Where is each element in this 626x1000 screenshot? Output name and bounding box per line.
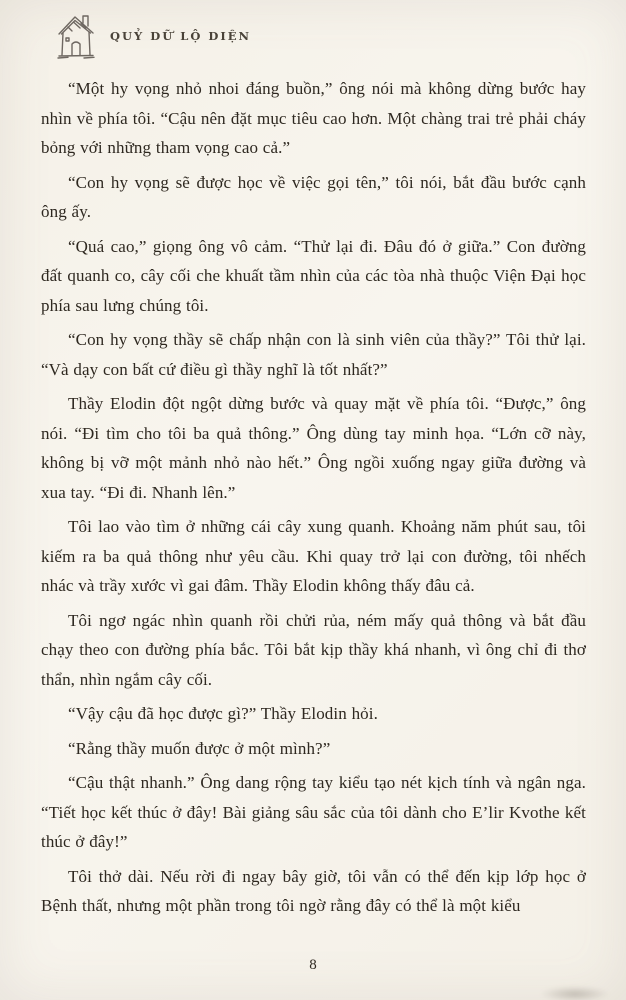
paragraph: Tôi thở dài. Nếu rời đi ngay bây giờ, tôi vẫn có thể đến kịp lớp học ở Bệnh thất, nhưng một phần trong tôi ngờ rằng đây có thể là một kiểu bbox=[41, 866, 586, 915]
scan-smudge-artifact bbox=[540, 986, 610, 1000]
paragraph: Tôi ngơ ngác nhìn quanh rồi chửi rủa, ném mấy quả thông và bắt đầu chạy theo con đường phía bắc. Tôi bắt kịp thầy khá nhanh, vì ông chỉ đi thơ thẩn, nhìn ngắm cây cối. bbox=[41, 610, 586, 689]
paragraph: “Vậy cậu đã học được gì?” Thầy Elodin hỏi. bbox=[68, 704, 378, 723]
paragraph: “Cậu thật nhanh.” Ông dang rộng tay kiểu tạo nét kịch tính và ngân nga. “Tiết học kết thúc ở đây! Bài giảng sâu sắc của tôi dành cho E’lir Kvothe kết thúc ở đây!” bbox=[41, 773, 586, 851]
page-footer bbox=[0, 956, 626, 974]
paragraph: “Con hy vọng sẽ được học về việc gọi tên,” tôi nói, bắt đầu bước cạnh ông ấy. bbox=[41, 172, 586, 221]
paragraph: “Rằng thầy muốn được ở một mình?” bbox=[68, 738, 331, 758]
house-sketch-icon bbox=[56, 13, 96, 59]
page-number: 8 bbox=[309, 957, 317, 973]
paragraph: “Con hy vọng thầy sẽ chấp nhận con là sinh viên của thầy?” Tôi thử lại. “Và dạy con bất cứ điều gì thầy nghĩ là tốt nhất?” bbox=[41, 330, 586, 379]
paragraph: “Một hy vọng nhỏ nhoi đáng buồn,” ông nói mà không dừng bước hay nhìn về phía tôi. “Cậu nên đặt mục tiêu cao hơn. Một chàng trai trẻ phải cháy bỏng với những tham vọng cao cả.” bbox=[41, 79, 586, 157]
paragraph: Thầy Elodin đột ngột dừng bước và quay mặt về phía tôi. “Được,” ông nói. “Đi tìm cho tôi ba quả thông.” Ông dùng tay minh họa. “Lớn cỡ này, không bị vỡ một mảnh nhỏ nào hết.” Ông ngồi xuống ngay giữa đường và xua tay. “Đi đi. Nhanh lên.” bbox=[41, 394, 586, 502]
running-header bbox=[56, 12, 251, 60]
paragraph: Tôi lao vào tìm ở những cái cây xung quanh. Khoảng năm phút sau, tôi kiếm ra ba quả thông như yêu cầu. Khi quay trở lại con đường, tôi nhếch nhác và trầy xước vì gai đâm. Thầy Elodin không thấy đâu cả. bbox=[41, 517, 586, 595]
paragraph: “Quá cao,” giọng ông vô cảm. “Thử lại đi. Đâu đó ở giữa.” Con đường đất quanh co, cây cối che khuất tầm nhìn của các tòa nhà thuộc Viện Đại học phía sau lưng chúng tôi. bbox=[41, 236, 586, 315]
book-title: QUỶ DỮ LỘ DIỆN bbox=[110, 29, 252, 43]
page-text bbox=[41, 74, 586, 926]
